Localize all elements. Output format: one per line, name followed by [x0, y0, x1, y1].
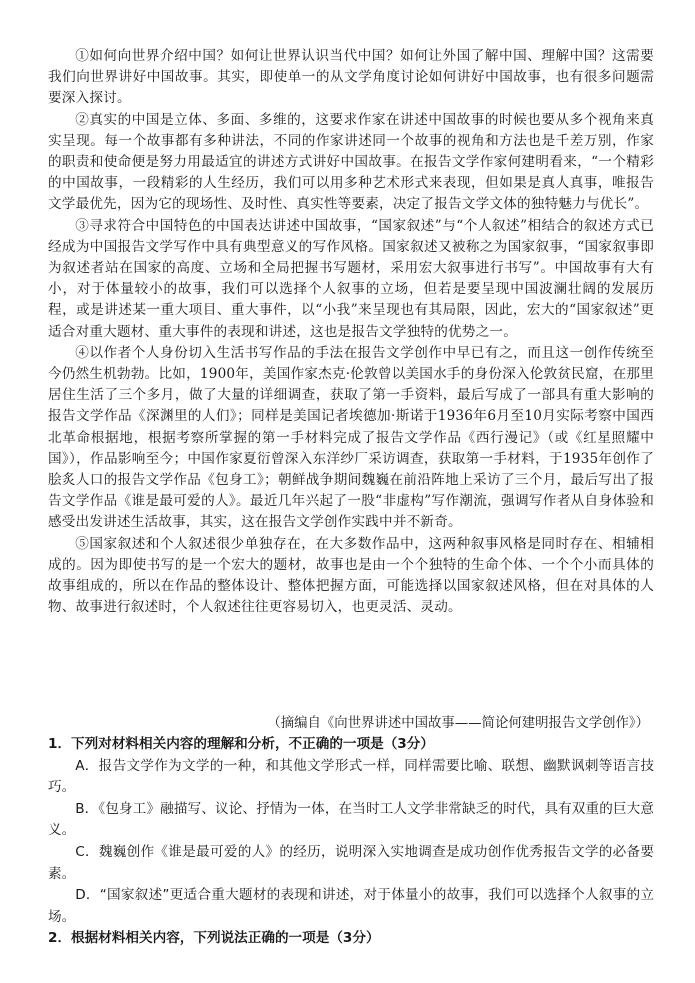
question-1-option-d: D．“国家叙述”更适合重大题材的表现和讲述，对于体量小的故事，我们可以选择个人叙事的立场。: [48, 887, 654, 925]
question-2-stem: 2．根据材料相关内容，下列说法正确的一项是（3分）: [48, 930, 380, 947]
question-1-option-c: C．魏巍创作《谁是最可爱的人》的经历，说明深入实地调查是成功创作优秀报告文学的必备要素。: [48, 843, 654, 882]
question-1-option-a: A．报告文学作为文学的一种，和其他文学形式一样，同样需要比喻、联想、幽默讽刺等语言技巧。: [48, 757, 654, 796]
question-1-stem: 1．下列对材料相关内容的理解和分析，不正确的一项是（3分）: [48, 736, 434, 752]
passage-paragraph-5: ⑤国家叙述和个人叙述很少单独存在，在大多数作品中，这两种叙事风格是同时存在、相辅相成的。因为即使书写的是一个宏大的题材，故事也是由一个个独特的生命个体、一个个小而具体的故事组成的，所以在作品的整体设计、整体把握方面，可能选择以国家叙述风格，但在对具体的人物、故事进行叙述时，个人叙述往往更容易切入，也更灵活、灵动。: [48, 535, 654, 616]
passage-paragraph-4: ④以作者个人身份切入生活书写作品的手法在报告文学创作中早已有之，而且这一创作传统至今仍然生机勃勃。比如，1900年，美国作家杰克·伦敦曾以美国水手的身份深入伦敦贫民窟，在那里居住生活了三个多月，做了大量的详细调查，获取了第一手资料，最后写成了一部具有重大影响的报告文学作品《深渊里的人们》；同样是美国记者埃德加·斯诺于1936年6月至10月实际考察中国西北革命根据地，根据考察所掌握的第一手材料完成了报告文学作品《西行漫记》（或《红星照耀中国》），作品影响至今；中国作家夏衍曾深入东洋纱厂采访调查，获取第一手材料，于1935年创作了脍炙人口的报告文学作品《包身工》；朝鲜战争期间魏巍在前沿阵地上采访了三个月，最后写出了报告文学作品《谁是最可爱的人》。最近几年兴起了一股“非虚构”写作潮流，强调写作者从自身体验和感受出发讲述生活故事，其实，这在报告文学创作实践中并不新奇。: [48, 344, 654, 531]
question-1-option-b: B．《包身工》融描写、议论、抒情为一体，在当时工人文学非常缺乏的时代，具有双重的巨大意义。: [48, 800, 654, 839]
passage-paragraph-2: ②真实的中国是立体、多面、多维的，这要求作家在讲述中国故事的时候也要从多个视角来真实呈现。每一个故事都有多种讲法，不同的作家讲述同一个故事的视角和方法也是千差万别，作家的职责和使命便是努力用最适宜的讲述方式讲好中国故事。在报告文学作家何建明看来，“一个精彩的中国故事，一段精彩的人生经历，我们可以用多种艺术形式来表现，但如果是真人真事，唯报告文学最优先，因为它的现场性、及时性、真实性等要素，决定了报告文学文体的独特魅力与优长”。: [48, 111, 654, 213]
reading-passage: [48, 46, 654, 618]
passage-paragraph-1: ①如何向世界介绍中国？如何让世界认识当代中国？如何让外国了解中国、理解中国？这需要我们向世界讲好中国故事。其实，即使单一的从文学角度讨论如何讲好中国故事，也有很多问题需要深入探讨。: [48, 48, 654, 107]
passage-paragraph-3: ③寻求符合中国特色的中国表达讲述中国故事，“国家叙述”与“个人叙述”相结合的叙述方式已经成为中国报告文学写作中具有典型意义的写作风格。国家叙述又被称之为国家叙事，“国家叙事即为叙述者站在国家的高度、立场和全局把握书写题材，采用宏大叙事进行书写”。中国故事有大有小，对于体量较小的故事，我们可以选择个人叙事的立场，但若是要呈现中国波澜壮阔的发展历程，或是讲述某一重大项目、重大事件，以“小我”来呈现也有其局限，因此，宏大的“国家叙述”更适合对重大题材、重大事件的表现和讲述，这也是报告文学独特的优势之一。: [48, 217, 654, 340]
questions-section: [48, 734, 654, 950]
passage-source: （摘编自《向世界讲述中国故事——简论何建明报告文学创作》）: [267, 716, 649, 731]
